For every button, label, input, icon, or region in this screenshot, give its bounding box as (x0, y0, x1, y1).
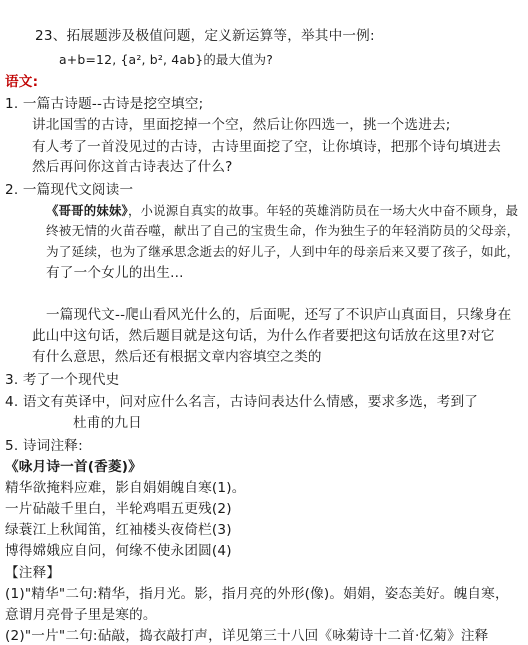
item2-para2-line1: 一篇现代文--爬山看风光什么的，后面呢，还写了不识庐山真面目，只缘身在 (46, 307, 512, 323)
item1-title: 1. 一篇古诗题--古诗是挖空填空; (5, 96, 204, 112)
notes-heading: 【注释】 (5, 565, 61, 581)
item5-title: 5. 诗词注释: (5, 438, 83, 454)
item2-para1-line2: 终被无情的火苗吞噬，献出了自己的宝贵生命，作为独生子的年轻消防员的父母亲， (46, 223, 520, 238)
item4-line2: 杜甫的九日 (73, 415, 142, 431)
yuwen-heading: 语文: (5, 74, 39, 90)
poem-line3: 绿蓑江上秋闻笛，红袖楼头夜倚栏(3) (5, 522, 232, 538)
story-title: 《哥哥的妹妹》 (46, 203, 128, 218)
note1-line1: (1)"精华"二句:精华，指月光。影，指月亮的外形(像)。娟娟，姿态美好。魄自寒， (5, 586, 509, 602)
item2-para1-line3: 为了延续，也为了继承思念逝去的好儿子，人到中年的母亲后来又要了孩子，如此， (46, 244, 520, 259)
item1-line2: 有人考了一首没见过的古诗，古诗里面挖了空，让你填诗，把那个诗句填进去 (32, 139, 501, 155)
note2-line: (2)"一片"二句:砧敲，捣衣敲打声，详见第三十八回《咏菊诗十二首·忆菊》注释 (5, 628, 489, 644)
q23-line: 23、拓展题涉及极值问题，定义新运算等，举其中一例: (35, 28, 375, 44)
item2-para2-line3: 有什么意思，然后还有根据文章内容填空之类的 (32, 349, 322, 365)
item2-para2-line2: 此山中这句话，然后题目就是这句话，为什么作者要把这句话放在这里?对它 (32, 328, 495, 344)
poem-line4: 博得嫦娥应自问，何缘不使永团圆(4) (5, 543, 232, 559)
poem-line2: 一片砧敲千里白，半轮鸡唱五更残(2) (5, 501, 232, 517)
item4-line1: 4. 语文有英译中，问对应什么名言，古诗问表达什么情感，要求多选，考到了 (5, 394, 479, 410)
item1-line3: 然后再问你这首古诗表达了什么? (32, 159, 233, 175)
poem-title: 《咏月诗一首(香菱)》 (5, 459, 142, 475)
story-text: ，小说源自真实的故事。年轻的英雄消防员在一场大火中奋不顾身，最 (127, 203, 519, 218)
item2-para1-line4: 有了一个女儿的出生... (46, 265, 184, 281)
item3: 3. 考了一个现代史 (5, 372, 120, 388)
item1-line1: 讲北国雪的古诗，里面挖掉一个空，然后让你四选一，挑一个选进去; (32, 117, 451, 133)
q23-formula: a+b=12, {a², b², 4ab}的最大值为? (59, 52, 274, 67)
item2-para1-line1 (46, 202, 518, 220)
note1-line2: 意谓月亮骨子里是寒的。 (5, 607, 157, 623)
poem-line1: 精华欲掩料应难，影自娟娟魄自寒(1)。 (5, 480, 246, 496)
item2-title: 2. 一篇现代文阅读一 (5, 182, 134, 198)
